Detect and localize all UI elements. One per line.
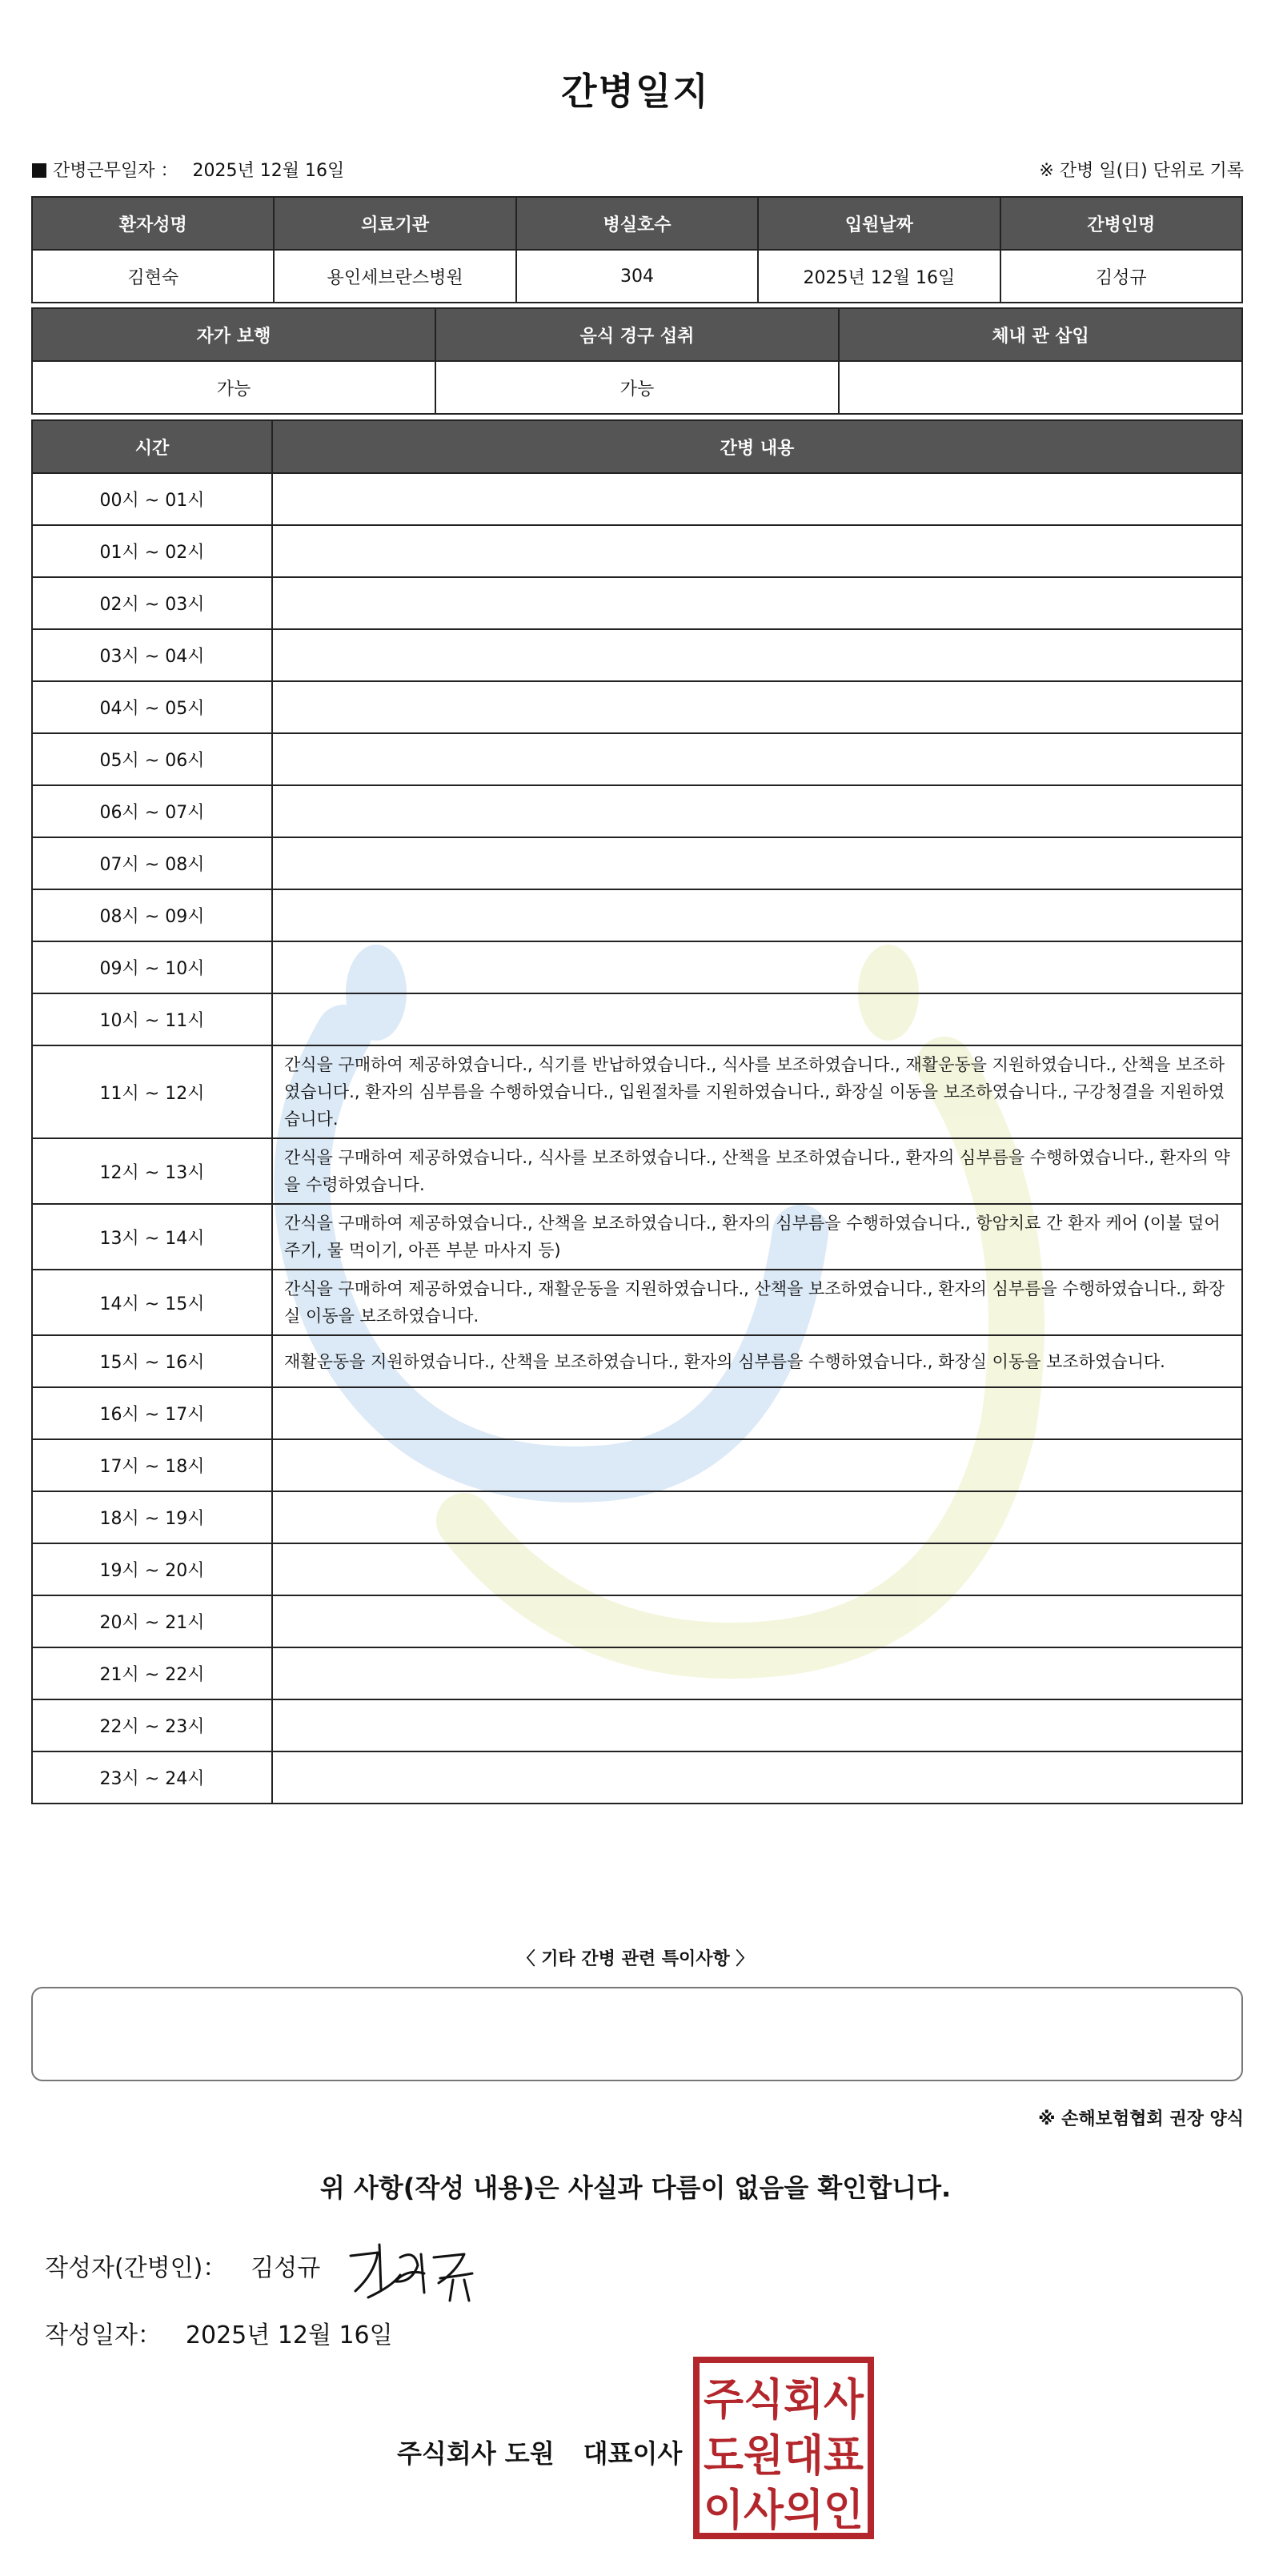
log-content (272, 1699, 1242, 1751)
log-content (272, 1387, 1242, 1439)
caregiver-name: 김성규 (1000, 250, 1242, 303)
log-time: 18시 ~ 19시 (32, 1491, 272, 1543)
log-content (272, 1491, 1242, 1543)
header-time: 시간 (32, 420, 272, 473)
log-content (272, 1439, 1242, 1491)
company-name: 주식회사 도원 (397, 2438, 555, 2469)
log-row (32, 733, 1242, 785)
log-content (272, 1595, 1242, 1647)
written-date-line (45, 2315, 393, 2350)
log-content: 재활운동을 지원하였습니다., 산책을 보조하였습니다., 환자의 심부름을 수행하였습니다., 화장실 이동을 보조하였습니다. (272, 1335, 1242, 1387)
admission-date: 2025년 12월 16일 (758, 250, 1000, 303)
log-content (272, 629, 1242, 681)
tube-insertion-value (839, 361, 1242, 414)
log-row (32, 1439, 1242, 1491)
log-time: 23시 ~ 24시 (32, 1751, 272, 1804)
log-time: 12시 ~ 13시 (32, 1138, 272, 1204)
log-content (272, 1751, 1242, 1804)
log-row (32, 941, 1242, 993)
work-date-line (32, 157, 344, 182)
written-date-value: 2025년 12월 16일 (185, 2321, 393, 2349)
remarks-title: 〈 기타 간병 관련 특이사항 〉 (517, 1949, 754, 1969)
log-row (32, 681, 1242, 733)
log-time: 14시 ~ 15시 (32, 1270, 272, 1335)
log-content (272, 1647, 1242, 1699)
log-row (32, 473, 1242, 525)
log-time: 11시 ~ 12시 (32, 1045, 272, 1138)
ceo-title: 대표이사 (583, 2438, 683, 2469)
log-row (32, 785, 1242, 837)
log-time: 00시 ~ 01시 (32, 473, 272, 525)
writer-name: 김성규 (251, 2254, 321, 2282)
log-row (32, 1204, 1242, 1270)
header-hospital: 의료기관 (274, 197, 515, 250)
form-source-note: ※ 손해보험협회 권장 양식 (1038, 2109, 1244, 2129)
log-time: 16시 ~ 17시 (32, 1387, 272, 1439)
log-row (32, 1491, 1242, 1543)
log-row (32, 1270, 1242, 1335)
log-row (32, 1387, 1242, 1439)
log-row (32, 1543, 1242, 1595)
log-row (32, 1647, 1242, 1699)
log-time: 21시 ~ 22시 (32, 1647, 272, 1699)
header-caregiver-name: 간병인명 (1000, 197, 1242, 250)
remarks-box (31, 1987, 1243, 2081)
log-time: 13시 ~ 14시 (32, 1204, 272, 1270)
log-time: 02시 ~ 03시 (32, 577, 272, 629)
log-time: 20시 ~ 21시 (32, 1595, 272, 1647)
log-time: 15시 ~ 16시 (32, 1335, 272, 1387)
confirmation-statement: 위 사항(작성 내용)은 사실과 다름이 없음을 확인합니다. (319, 2173, 952, 2203)
log-time: 07시 ~ 08시 (32, 837, 272, 889)
log-content (272, 993, 1242, 1045)
written-date-label: 작성일자： (45, 2321, 162, 2349)
header-self-walking: 자가 보행 (32, 308, 435, 361)
log-row (32, 629, 1242, 681)
log-content (272, 577, 1242, 629)
log-time: 04시 ~ 05시 (32, 681, 272, 733)
company-signature-line (397, 2434, 682, 2470)
log-content: 간식을 구매하여 제공하였습니다., 식기를 반납하였습니다., 식사를 보조하였습니다., 재활운동을 지원하였습니다., 산책을 보조하였습니다., 환자의 심부름을 수행하였습니다., 입원절차를 지원하였습니다., 화장실 이동을 보조하였습니다., 구강청결을 지원하였습니다. (272, 1045, 1242, 1138)
care-log-table (31, 419, 1243, 1804)
log-content: 간식을 구매하여 제공하였습니다., 식사를 보조하였습니다., 산책을 보조하였습니다., 환자의 심부름을 수행하였습니다., 환자의 약을 수령하였습니다. (272, 1138, 1242, 1204)
svg-text:이사의인: 이사의인 (704, 2485, 864, 2535)
log-row (32, 889, 1242, 941)
writer-line (45, 2248, 320, 2283)
work-date-value: 2025년 12월 16일 (192, 161, 345, 181)
patient-name: 김현숙 (32, 250, 274, 303)
patient-info-table (31, 196, 1243, 303)
log-time: 22시 ~ 23시 (32, 1699, 272, 1751)
log-row (32, 1595, 1242, 1647)
log-content (272, 837, 1242, 889)
log-row (32, 577, 1242, 629)
svg-text:주식회사: 주식회사 (704, 2374, 864, 2425)
log-row (32, 837, 1242, 889)
page-title: 간병일지 (561, 70, 710, 113)
company-seal-stamp (693, 2357, 874, 2539)
header-tube-insertion: 체내 관 삽입 (839, 308, 1242, 361)
log-content (272, 785, 1242, 837)
header-oral-intake: 음식 경구 섭취 (435, 308, 839, 361)
handwritten-signature (344, 2233, 496, 2305)
log-time: 03시 ~ 04시 (32, 629, 272, 681)
log-time: 08시 ~ 09시 (32, 889, 272, 941)
log-time: 05시 ~ 06시 (32, 733, 272, 785)
log-content (272, 889, 1242, 941)
abilities-table (31, 307, 1243, 415)
oral-intake-value: 가능 (435, 361, 839, 414)
log-time: 06시 ~ 07시 (32, 785, 272, 837)
log-time: 09시 ~ 10시 (32, 941, 272, 993)
daily-record-note: ※ 간병 일(日) 단위로 기록 (1039, 161, 1244, 181)
log-content (272, 525, 1242, 577)
svg-text:도원대표: 도원대표 (704, 2430, 864, 2481)
log-content: 간식을 구매하여 제공하였습니다., 재활운동을 지원하였습니다., 산책을 보조하였습니다., 환자의 심부름을 수행하였습니다., 화장실 이동을 보조하였습니다. (272, 1270, 1242, 1335)
writer-label: 작성자(간병인)： (45, 2254, 227, 2282)
header-patient-name: 환자성명 (32, 197, 274, 250)
log-content (272, 473, 1242, 525)
log-content (272, 1543, 1242, 1595)
log-time: 01시 ~ 02시 (32, 525, 272, 577)
header-room-number: 병실호수 (516, 197, 758, 250)
log-row (32, 1751, 1242, 1804)
room-number: 304 (516, 250, 758, 303)
log-content (272, 681, 1242, 733)
log-time: 17시 ~ 18시 (32, 1439, 272, 1491)
log-content (272, 733, 1242, 785)
log-row (32, 1699, 1242, 1751)
self-walking-value: 가능 (32, 361, 435, 414)
log-row (32, 1138, 1242, 1204)
hospital-name: 용인세브란스병원 (274, 250, 515, 303)
work-date-label: 간병근무일자 ： (53, 161, 178, 181)
log-content: 간식을 구매하여 제공하였습니다., 산책을 보조하였습니다., 환자의 심부름을 수행하였습니다., 항암치료 간 환자 케어 (이불 덮어주기, 물 먹이기, 아픈 부분 마사지 등) (272, 1204, 1242, 1270)
log-row (32, 993, 1242, 1045)
square-bullet-icon (32, 163, 46, 178)
header-admission-date: 입원날짜 (758, 197, 1000, 250)
header-care-content: 간병 내용 (272, 420, 1242, 473)
log-row (32, 525, 1242, 577)
log-content (272, 941, 1242, 993)
log-row (32, 1045, 1242, 1138)
log-time: 10시 ~ 11시 (32, 993, 272, 1045)
log-time: 19시 ~ 20시 (32, 1543, 272, 1595)
log-row (32, 1335, 1242, 1387)
